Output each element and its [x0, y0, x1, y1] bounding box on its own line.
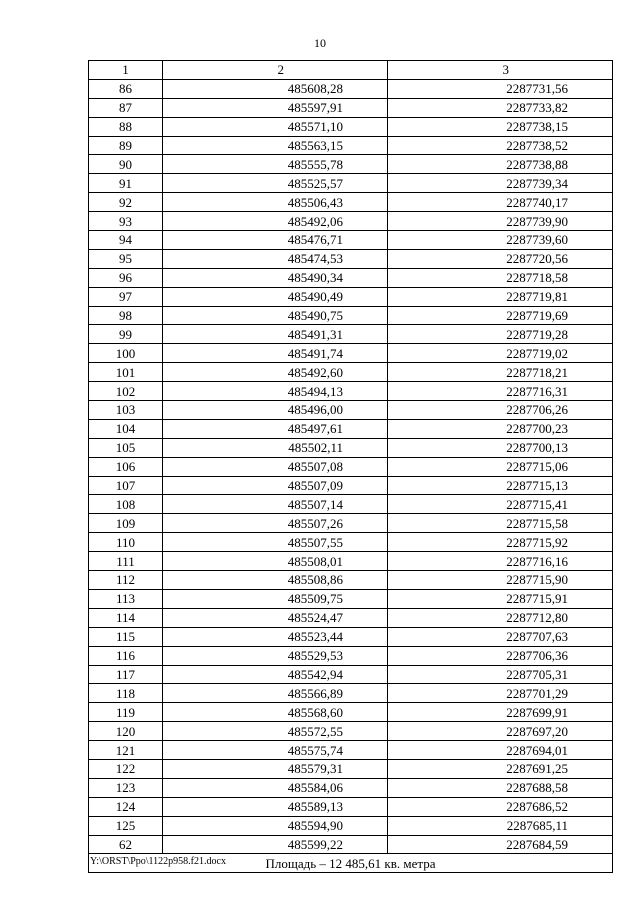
table-row	[89, 684, 613, 703]
cell-x-coordinate: 485589,13	[163, 797, 388, 816]
cell-x-coordinate: 485494,13	[163, 382, 388, 401]
cell-point-number: 112	[89, 571, 163, 590]
table-row	[89, 438, 613, 457]
file-path-footer: Y:\ORST\Ppo\1122p958.f21.docx	[90, 856, 226, 867]
cell-x-coordinate: 485507,08	[163, 457, 388, 476]
table-row	[89, 703, 613, 722]
table-row	[89, 382, 613, 401]
cell-x-coordinate: 485584,06	[163, 778, 388, 797]
table-row	[89, 778, 613, 797]
cell-y-coordinate: 2287686,52	[388, 797, 613, 816]
table-row	[89, 363, 613, 382]
cell-x-coordinate: 485507,14	[163, 495, 388, 514]
cell-point-number: 115	[89, 627, 163, 646]
cell-point-number: 93	[89, 212, 163, 231]
cell-point-number: 95	[89, 249, 163, 268]
table-row	[89, 325, 613, 344]
cell-point-number: 113	[89, 589, 163, 608]
table-row	[89, 476, 613, 495]
cell-y-coordinate: 2287697,20	[388, 722, 613, 741]
cell-y-coordinate: 2287738,52	[388, 136, 613, 155]
cell-x-coordinate: 485542,94	[163, 665, 388, 684]
cell-y-coordinate: 2287700,23	[388, 419, 613, 438]
cell-point-number: 98	[89, 306, 163, 325]
cell-x-coordinate: 485568,60	[163, 703, 388, 722]
table-row	[89, 627, 613, 646]
cell-x-coordinate: 485490,75	[163, 306, 388, 325]
cell-point-number: 124	[89, 797, 163, 816]
table-row	[89, 495, 613, 514]
cell-y-coordinate: 2287715,92	[388, 533, 613, 552]
cell-x-coordinate: 485474,53	[163, 249, 388, 268]
cell-point-number: 100	[89, 344, 163, 363]
cell-y-coordinate: 2287740,17	[388, 193, 613, 212]
cell-y-coordinate: 2287719,28	[388, 325, 613, 344]
cell-point-number: 125	[89, 816, 163, 835]
cell-point-number: 117	[89, 665, 163, 684]
table-row	[89, 457, 613, 476]
table-row	[89, 571, 613, 590]
cell-x-coordinate: 485491,74	[163, 344, 388, 363]
cell-point-number: 110	[89, 533, 163, 552]
cell-x-coordinate: 485524,47	[163, 608, 388, 627]
cell-y-coordinate: 2287720,56	[388, 249, 613, 268]
table-row	[89, 514, 613, 533]
cell-point-number: 109	[89, 514, 163, 533]
table-row	[89, 117, 613, 136]
cell-x-coordinate: 485508,01	[163, 552, 388, 571]
cell-x-coordinate: 485492,60	[163, 363, 388, 382]
cell-y-coordinate: 2287718,21	[388, 363, 613, 382]
cell-y-coordinate: 2287719,81	[388, 287, 613, 306]
table-row	[89, 344, 613, 363]
cell-point-number: 101	[89, 363, 163, 382]
table-row	[89, 249, 613, 268]
cell-point-number: 88	[89, 117, 163, 136]
cell-y-coordinate: 2287716,31	[388, 382, 613, 401]
cell-x-coordinate: 485608,28	[163, 79, 388, 98]
cell-x-coordinate: 485525,57	[163, 174, 388, 193]
cell-x-coordinate: 485575,74	[163, 741, 388, 760]
cell-x-coordinate: 485509,75	[163, 589, 388, 608]
cell-x-coordinate: 485502,11	[163, 438, 388, 457]
cell-y-coordinate: 2287712,80	[388, 608, 613, 627]
table-row	[89, 193, 613, 212]
table-row	[89, 759, 613, 778]
cell-point-number: 123	[89, 778, 163, 797]
table-row	[89, 816, 613, 835]
cell-x-coordinate: 485490,34	[163, 268, 388, 287]
cell-point-number: 92	[89, 193, 163, 212]
cell-y-coordinate: 2287685,11	[388, 816, 613, 835]
cell-y-coordinate: 2287716,16	[388, 552, 613, 571]
cell-x-coordinate: 485507,55	[163, 533, 388, 552]
cell-point-number: 120	[89, 722, 163, 741]
cell-x-coordinate: 485572,55	[163, 722, 388, 741]
table-row	[89, 589, 613, 608]
table-row	[89, 306, 613, 325]
table-row	[89, 665, 613, 684]
cell-x-coordinate: 485506,43	[163, 193, 388, 212]
column-header-y: 3	[388, 61, 613, 80]
cell-point-number: 91	[89, 174, 163, 193]
cell-y-coordinate: 2287705,31	[388, 665, 613, 684]
table-row	[89, 646, 613, 665]
cell-y-coordinate: 2287699,91	[388, 703, 613, 722]
cell-point-number: 99	[89, 325, 163, 344]
cell-x-coordinate: 485507,09	[163, 476, 388, 495]
cell-point-number: 106	[89, 457, 163, 476]
cell-x-coordinate: 485490,49	[163, 287, 388, 306]
table-row	[89, 231, 613, 250]
cell-y-coordinate: 2287691,25	[388, 759, 613, 778]
cell-y-coordinate: 2287718,58	[388, 268, 613, 287]
page-number: 10	[314, 36, 326, 50]
cell-point-number: 86	[89, 79, 163, 98]
cell-y-coordinate: 2287688,58	[388, 778, 613, 797]
cell-point-number: 118	[89, 684, 163, 703]
cell-point-number: 114	[89, 608, 163, 627]
cell-y-coordinate: 2287731,56	[388, 79, 613, 98]
cell-x-coordinate: 485496,00	[163, 401, 388, 420]
cell-y-coordinate: 2287715,41	[388, 495, 613, 514]
cell-point-number: 90	[89, 155, 163, 174]
cell-point-number: 96	[89, 268, 163, 287]
cell-x-coordinate: 485599,22	[163, 835, 388, 854]
cell-point-number: 111	[89, 552, 163, 571]
column-header-point: 1	[89, 61, 163, 80]
cell-y-coordinate: 2287719,02	[388, 344, 613, 363]
cell-y-coordinate: 2287706,36	[388, 646, 613, 665]
table-row	[89, 79, 613, 98]
cell-point-number: 104	[89, 419, 163, 438]
table-header-row	[89, 61, 613, 80]
cell-point-number: 94	[89, 231, 163, 250]
coordinates-table	[88, 60, 613, 873]
cell-y-coordinate: 2287739,60	[388, 231, 613, 250]
cell-point-number: 62	[89, 835, 163, 854]
cell-y-coordinate: 2287733,82	[388, 98, 613, 117]
cell-x-coordinate: 485594,90	[163, 816, 388, 835]
cell-y-coordinate: 2287739,34	[388, 174, 613, 193]
table-row	[89, 608, 613, 627]
table-row	[89, 401, 613, 420]
table-row	[89, 155, 613, 174]
cell-point-number: 89	[89, 136, 163, 155]
cell-x-coordinate: 485491,31	[163, 325, 388, 344]
table-row	[89, 533, 613, 552]
table-row	[89, 835, 613, 854]
table-row	[89, 287, 613, 306]
cell-y-coordinate: 2287715,13	[388, 476, 613, 495]
cell-x-coordinate: 485555,78	[163, 155, 388, 174]
cell-x-coordinate: 485492,06	[163, 212, 388, 231]
cell-y-coordinate: 2287694,01	[388, 741, 613, 760]
table-row	[89, 797, 613, 816]
coordinates-table-body	[89, 61, 613, 873]
cell-x-coordinate: 485529,53	[163, 646, 388, 665]
cell-y-coordinate: 2287738,88	[388, 155, 613, 174]
cell-x-coordinate: 485523,44	[163, 627, 388, 646]
cell-y-coordinate: 2287706,26	[388, 401, 613, 420]
cell-point-number: 122	[89, 759, 163, 778]
cell-y-coordinate: 2287719,69	[388, 306, 613, 325]
table-row	[89, 722, 613, 741]
cell-point-number: 121	[89, 741, 163, 760]
column-header-x: 2	[163, 61, 388, 80]
cell-point-number: 108	[89, 495, 163, 514]
cell-y-coordinate: 2287701,29	[388, 684, 613, 703]
cell-point-number: 102	[89, 382, 163, 401]
cell-point-number: 87	[89, 98, 163, 117]
table-row	[89, 212, 613, 231]
cell-x-coordinate: 485566,89	[163, 684, 388, 703]
cell-x-coordinate: 485563,15	[163, 136, 388, 155]
cell-y-coordinate: 2287715,06	[388, 457, 613, 476]
cell-point-number: 97	[89, 287, 163, 306]
cell-y-coordinate: 2287700,13	[388, 438, 613, 457]
cell-y-coordinate: 2287738,15	[388, 117, 613, 136]
table-row	[89, 268, 613, 287]
cell-x-coordinate: 485508,86	[163, 571, 388, 590]
cell-x-coordinate: 485579,31	[163, 759, 388, 778]
cell-x-coordinate: 485507,26	[163, 514, 388, 533]
table-row	[89, 552, 613, 571]
cell-y-coordinate: 2287739,90	[388, 212, 613, 231]
cell-point-number: 105	[89, 438, 163, 457]
cell-y-coordinate: 2287715,90	[388, 571, 613, 590]
table-row	[89, 174, 613, 193]
cell-point-number: 107	[89, 476, 163, 495]
cell-y-coordinate: 2287684,59	[388, 835, 613, 854]
table-row	[89, 419, 613, 438]
table-row	[89, 98, 613, 117]
table-row	[89, 741, 613, 760]
table-row	[89, 136, 613, 155]
cell-y-coordinate: 2287715,58	[388, 514, 613, 533]
cell-y-coordinate: 2287707,63	[388, 627, 613, 646]
cell-point-number: 103	[89, 401, 163, 420]
cell-y-coordinate: 2287715,91	[388, 589, 613, 608]
cell-x-coordinate: 485476,71	[163, 231, 388, 250]
cell-x-coordinate: 485571,10	[163, 117, 388, 136]
cell-x-coordinate: 485597,91	[163, 98, 388, 117]
cell-point-number: 116	[89, 646, 163, 665]
cell-x-coordinate: 485497,61	[163, 419, 388, 438]
area-total: Площадь – 12 485,61 кв. метра	[89, 854, 613, 873]
cell-point-number: 119	[89, 703, 163, 722]
